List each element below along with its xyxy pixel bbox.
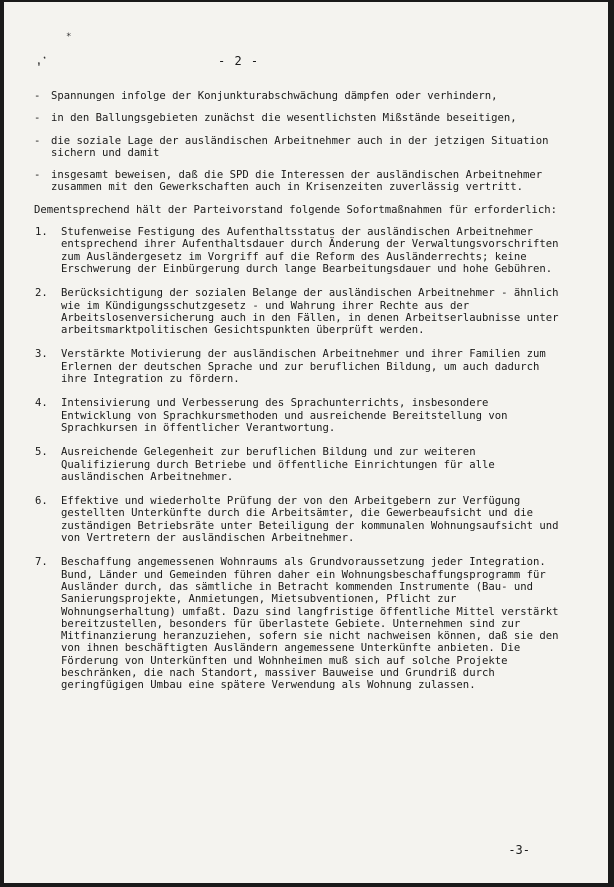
item-number: 4. <box>35 397 48 410</box>
item-text: Intensivierung und Verbesserung des Sprachunterrichts, insbesondere Entwicklung von Sprachkursmethoden und ausreichende Bereitstellung von Sprachkursen in öffentlicher Verantwortung. <box>61 397 508 434</box>
item-number: 5. <box>35 446 48 459</box>
bullet-item <box>34 169 564 194</box>
numbered-item <box>34 226 564 275</box>
numbered-item <box>34 495 564 544</box>
item-text: Beschaffung angemessenen Wohnraums als Grundvoraussetzung jeder Integration. Bund, Länder und Gemeinden führen daher ein Wohnungsbeschaffungsprogramm für Ausländer durch, das sämtliche in Betracht kommenden Instrumente (Bau- und Sanierungsprojekte, Anmietungen, Mietsubventionen, Pflicht zur Wohnungserhaltung) umfaßt. Dazu sind langfristige öffentliche Mittel verstärkt bereitzustellen, besonders für überlastete Gebiete. Unternehmen sind zur Mitfinanzierung heranzuziehen, sofern sie nicht nachweisen können, daß sie den von ihnen beschäftigten Ausländern angemessene Unterkünfte anbieten. Die Förderung von Unterkünften und Wohnheimen muß sich auf solche Projekte beschränken, die nach Standort, massiver Bauweise und Grundriß durch geringfügigen Umbau eine spätere Verwendung als Wohnung zulassen. <box>61 556 559 692</box>
numbered-item <box>34 287 564 336</box>
item-text: Effektive und wiederholte Prüfung der von den Arbeitgebern zur Verfügung gestellten Unterkünfte durch die Arbeitsämter, die Gewerbeaufsicht und die zuständigen Betriebsräte unter Beteiligung der kommunalen Wohnungsaufsicht und von Vertretern der ausländischen Arbeitnehmer. <box>61 495 559 545</box>
item-text: Stufenweise Festigung des Aufenthaltsstatus der ausländischen Arbeitnehmer entsprechend ihrer Aufenthaltsdauer durch Änderung der Verwaltungsvorschriften zum Ausländergesetz im Vorgriff auf die Reform des Ausländerrechts; keine Erschwerung der Einbürgerung durch lange Bearbeitungsdauer und hohe Gebühren. <box>61 226 559 275</box>
bullet-text: in den Ballungsgebieten zunächst die wesentlichsten Mißstände beseitigen, <box>51 112 517 125</box>
intro-paragraph: Dementsprechend hält der Parteivorstand folgende Sofortmaßnahmen für erforderlich: <box>34 203 557 216</box>
bullet-text: die soziale Lage der ausländischen Arbeitnehmer auch in der jetzigen Situation sichern und damit <box>51 134 549 159</box>
bullet-text: Spannungen infolge der Konjunkturabschwächung dämpfen oder verhindern, <box>51 90 498 102</box>
scan-mark: ,· <box>32 49 51 69</box>
bullet-dash: - <box>34 90 41 102</box>
bullet-item <box>34 135 564 160</box>
item-number: 7. <box>35 556 48 569</box>
bullet-item <box>34 90 564 102</box>
item-number: 6. <box>35 495 48 508</box>
page-number: - 2 - <box>218 54 260 68</box>
item-text: Berücksichtigung der sozialen Belange der ausländischen Arbeitnehmer - ähnlich wie im Kündigungsschutzgesetz - und Wahrung ihrer Rechte aus der Arbeitslosenversicherung auch in den Fällen, in denen Arbeitserlaubnisse unter arbeitsmarktpolitischen Gesichtspunkten überprüft werden. <box>61 287 559 337</box>
document-body <box>34 90 564 704</box>
item-text: Ausreichende Gelegenheit zur beruflichen Bildung und zur weiteren Qualifizierung durch Betriebe und öffentliche Einrichtungen für alle ausländischen Arbeitnehmer. <box>61 446 495 483</box>
bullet-item <box>34 112 564 124</box>
item-number: 2. <box>35 287 48 300</box>
bullet-dash: - <box>34 134 41 147</box>
numbered-item <box>34 446 564 483</box>
bullet-dash: - <box>34 112 41 125</box>
numbered-item <box>34 397 564 434</box>
scan-mark: * <box>66 32 72 42</box>
next-page-indicator: -3- <box>508 843 530 857</box>
item-number: 3. <box>35 348 48 361</box>
item-text: Verstärkte Motivierung der ausländischen Arbeitnehmer und ihrer Familien zum Erlernen der deutschen Sprache und zur beruflichen Bildung, um auch dadurch ihre Integration zu fördern. <box>61 348 546 386</box>
numbered-item <box>34 348 564 385</box>
bullet-dash: - <box>34 169 41 182</box>
document-page <box>4 2 608 883</box>
item-number: 1. <box>35 226 48 239</box>
numbered-item <box>34 556 564 691</box>
bullet-text: insgesamt beweisen, daß die SPD die Interessen der ausländischen Arbeitnehmer zusammen mit den Gewerkschaften auch in Krisenzeiten zuverlässig vertritt. <box>51 169 543 194</box>
